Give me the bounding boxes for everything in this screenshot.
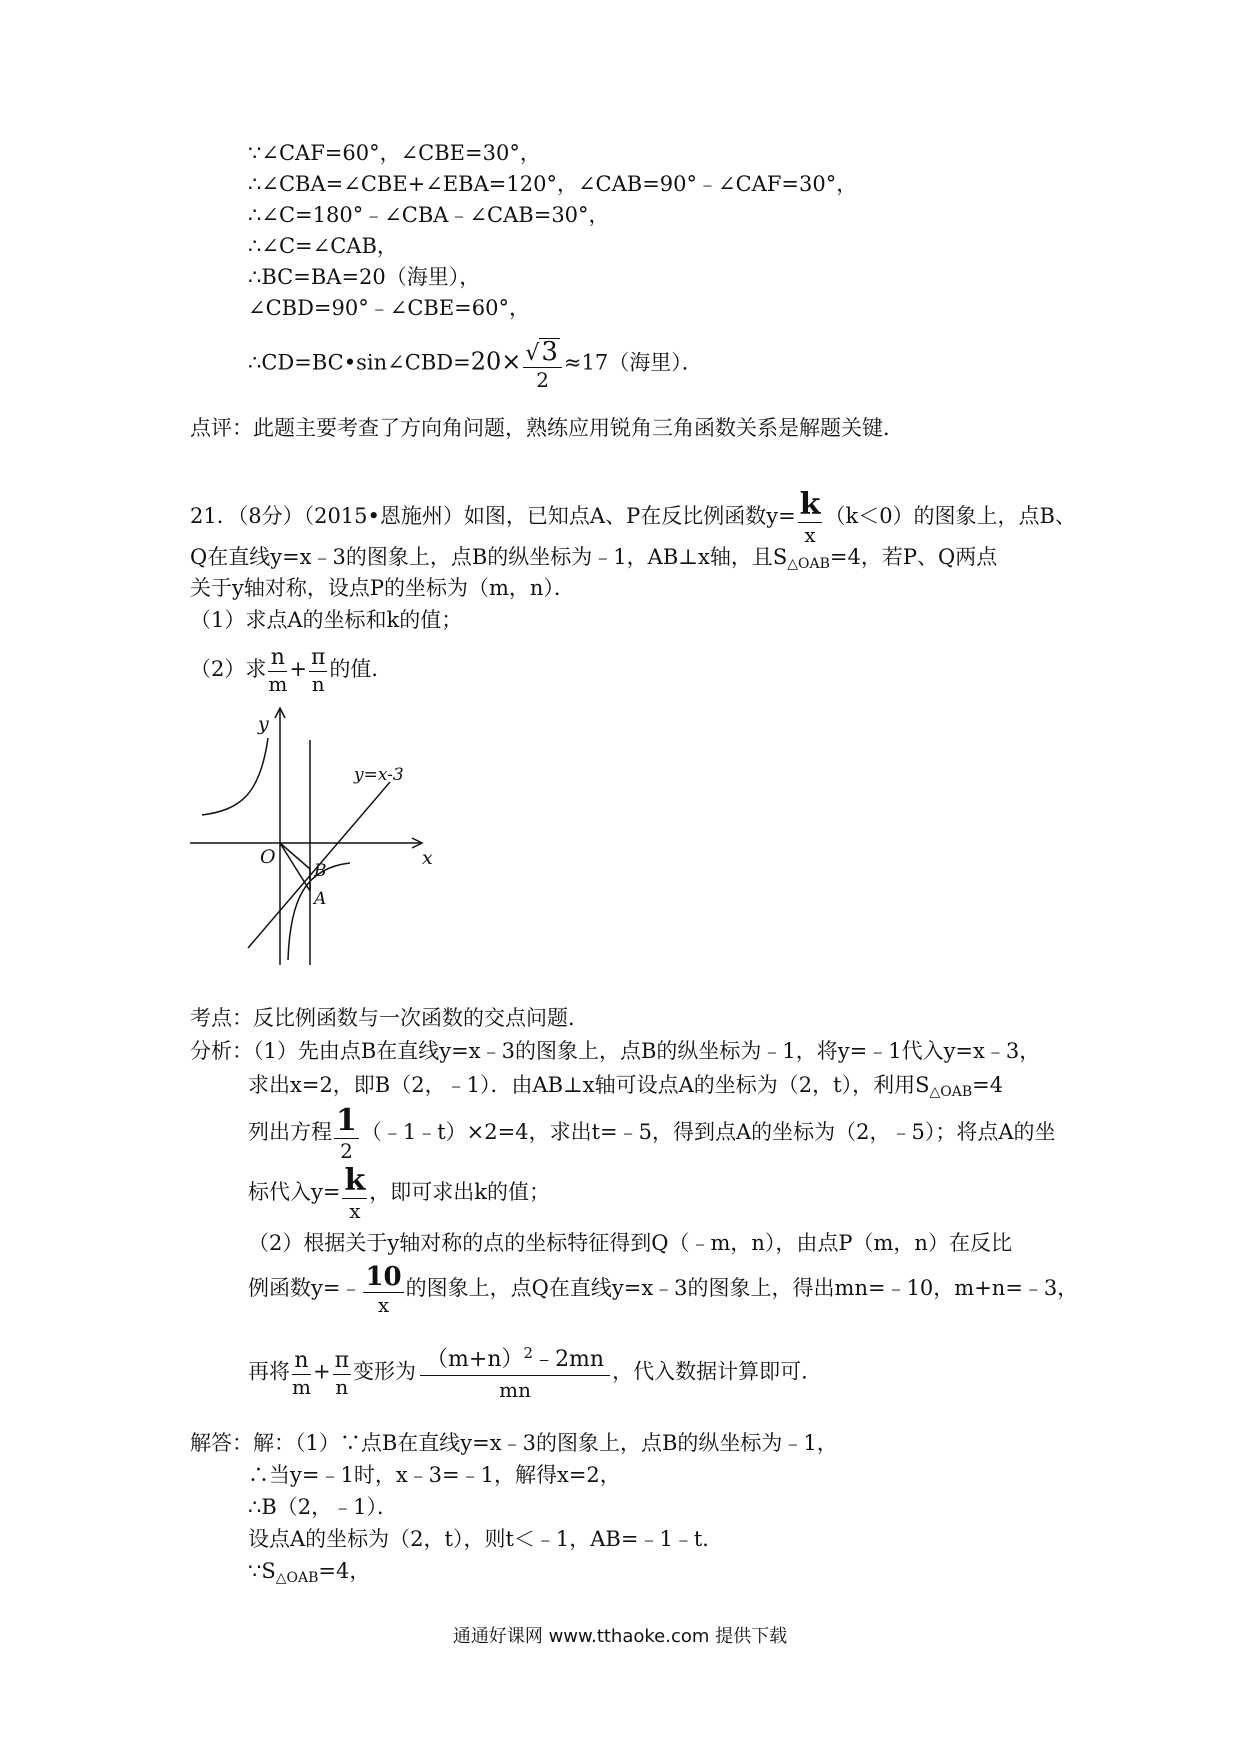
- fraction-numerator: n: [268, 647, 287, 672]
- solution-line-3: ∴B（2，﹣1）．: [248, 1495, 399, 1519]
- solution-line-4: 设点A的坐标为（2，t），则t＜﹣1，AB=﹣1﹣t．: [248, 1527, 724, 1551]
- prev-solution-line-5: ∴BC=BA=20（海里），: [248, 265, 481, 289]
- analysis-text: 列出方程: [248, 1120, 332, 1144]
- prev-solution-line-3: ∴∠C=180°﹣∠CBA﹣∠CAB=30°，: [248, 203, 610, 227]
- prev-solution-line-4: ∴∠C=∠CAB，: [248, 234, 398, 258]
- footer-source: 通通好课网 www.tthaoke.com 提供下载: [452, 1626, 788, 1647]
- fraction-numerator: k: [799, 487, 821, 522]
- fraction-numerator: [420, 1346, 610, 1376]
- problem-text: 21．（8分）（2015•恩施州）如图，已知点A、P在反比例函数y=: [190, 504, 796, 528]
- question-text: （2）求: [190, 657, 267, 681]
- problem-line-3: 关于y轴对称，设点P的坐标为（m，n）．: [190, 576, 575, 600]
- solution-line-1: 解答：解：（1）∵点B在直线y=x﹣3的图象上，点B的纵坐标为﹣1，: [190, 1431, 838, 1455]
- analysis-line-2: [248, 1070, 1003, 1107]
- analysis-text: 标代入y=: [248, 1180, 341, 1204]
- analysis-line-4: [248, 1163, 550, 1223]
- exponent: 2: [523, 1344, 534, 1362]
- fraction-denominator: x: [804, 523, 816, 547]
- analysis-text: 的图象上，点Q在直线y=x﹣3的图象上，得出mn=﹣10，m+n=﹣3，: [405, 1276, 1079, 1300]
- point-a-label: A: [314, 889, 327, 909]
- ten-over-x-fraction: [363, 1264, 403, 1315]
- prev-solution-line-2: ∴∠CBA=∠CBE+∠EBA=120°，∠CAB=90°﹣∠CAF=30°，: [248, 172, 858, 196]
- numerator-part: ﹣2mn: [533, 1347, 605, 1372]
- segment-oa: [280, 843, 310, 891]
- pi-over-n-fraction: [309, 647, 327, 694]
- expression-fraction: [420, 1346, 610, 1400]
- fraction-numerator: π: [334, 1347, 350, 1373]
- fraction-denominator: x: [377, 1293, 390, 1317]
- one-half-fraction: [334, 1103, 359, 1163]
- fraction-denominator: m: [292, 1374, 311, 1399]
- question-1: （1）求点A的坐标和k的值；: [190, 608, 463, 632]
- n-over-m-fraction: [292, 1347, 311, 1399]
- prev-comment: 点评：此题主要考查了方向角问题，熟练应用锐角三角函数关系是解题关键．: [190, 416, 904, 440]
- fraction-denominator: 2: [536, 368, 549, 392]
- fraction-numerator: k: [344, 1163, 366, 1198]
- analysis-line-7: [248, 1346, 822, 1400]
- cd-coefficient: 20×: [470, 347, 522, 376]
- y-axis-label: y: [258, 713, 269, 735]
- numerator-part: （m+n）: [426, 1347, 524, 1372]
- plus-sign: +: [289, 657, 307, 681]
- segment-ob: [280, 843, 310, 869]
- problem-text: Q在直线y=x﹣3的图象上，点B的纵坐标为﹣1，AB⊥x轴，且S: [190, 545, 788, 569]
- analysis-text: （﹣1﹣t）×2=4，求出t=﹣5，得到点A的坐标为（2，﹣5）；将点A的坐: [360, 1120, 1056, 1144]
- sqrt3-over-2-fraction: [523, 338, 562, 390]
- sqrt-radicand: 3: [541, 337, 558, 367]
- analysis-text: ，代入数据计算即可．: [612, 1359, 823, 1384]
- solution-line-2: ∴当y=﹣1时，x﹣3=﹣1，解得x=2，: [248, 1463, 621, 1487]
- fraction-numerator: 10: [365, 1262, 402, 1292]
- problem-line-1: [190, 487, 1076, 547]
- analysis-text: ，即可求出k的值；: [369, 1180, 550, 1204]
- fraction-numerator: π: [310, 645, 326, 670]
- area-subscript: △OAB: [929, 1084, 973, 1100]
- solution-text: ∵S: [248, 1559, 276, 1583]
- pi-over-n-fraction: [333, 1347, 351, 1399]
- solution-line-5: [248, 1556, 370, 1593]
- prev-solution-line-1: ∵∠CAF=60°，∠CBE=30°，: [248, 141, 541, 165]
- prev-solution-line-7: [248, 338, 703, 390]
- k-over-x-fraction: [798, 487, 823, 547]
- analysis-text: 再将: [248, 1359, 290, 1384]
- analysis-text: =4: [972, 1073, 1004, 1097]
- analysis-text: 求出x=2，即B（2，﹣1）．由AB⊥x轴可设点A的坐标为（2，t），利用S: [248, 1073, 930, 1097]
- origin-label: O: [260, 846, 276, 868]
- problem-text: （k＜0）的图象上，点B、: [824, 504, 1076, 528]
- hyperbola-branch-left: [202, 738, 268, 815]
- area-subscript: △OAB: [787, 556, 830, 572]
- problem-text: =4，若P、Q两点: [829, 545, 998, 569]
- analysis-line-5: （2）根据关于y轴对称的点的坐标特征得到Q（﹣m，n），由点P（m，n）在反比: [248, 1231, 1012, 1255]
- fraction-numerator: 1: [336, 1103, 357, 1138]
- kaodian-line: 考点：反比例函数与一次函数的交点问题．: [190, 1006, 589, 1030]
- k-over-x-fraction: [342, 1163, 367, 1223]
- fraction-denominator: mn: [499, 1378, 531, 1402]
- fraction-numerator: n: [292, 1350, 311, 1375]
- point-b-label: B: [314, 861, 327, 881]
- question-text: 的值．: [329, 657, 393, 681]
- graph-figure: [190, 700, 440, 970]
- cd-expression: ∴CD=BC•sin∠CBD=: [248, 350, 471, 375]
- n-over-m-fraction: [268, 647, 287, 694]
- fraction-denominator: n: [311, 672, 325, 696]
- analysis-text: 例函数y=﹣: [248, 1276, 362, 1300]
- line-equation-label: y=x-3: [354, 765, 404, 785]
- cd-result: ≈17（海里）．: [563, 350, 703, 375]
- fraction-denominator: n: [335, 1374, 349, 1399]
- fraction-denominator: x: [349, 1199, 361, 1223]
- analysis-line-6: [248, 1264, 1078, 1315]
- fraction-numerator: √3: [523, 338, 562, 368]
- x-axis-label: x: [422, 847, 433, 869]
- solution-text: =4，: [318, 1559, 371, 1583]
- area-subscript: △OAB: [275, 1570, 319, 1586]
- fraction-denominator: m: [268, 672, 288, 696]
- analysis-line-3: [248, 1103, 1056, 1163]
- prev-solution-line-6: ∠CBD=90°﹣∠CBE=60°，: [248, 296, 530, 320]
- analysis-line-1: 分析：（1）先由点B在直线y=x﹣3的图象上，点B的纵坐标为﹣1，将y=﹣1代入y=x﹣3，: [190, 1039, 1041, 1063]
- fraction-denominator: 2: [340, 1139, 353, 1163]
- analysis-text: 变形为: [353, 1359, 417, 1384]
- plus-sign: +: [312, 1359, 331, 1384]
- question-2: [190, 647, 392, 694]
